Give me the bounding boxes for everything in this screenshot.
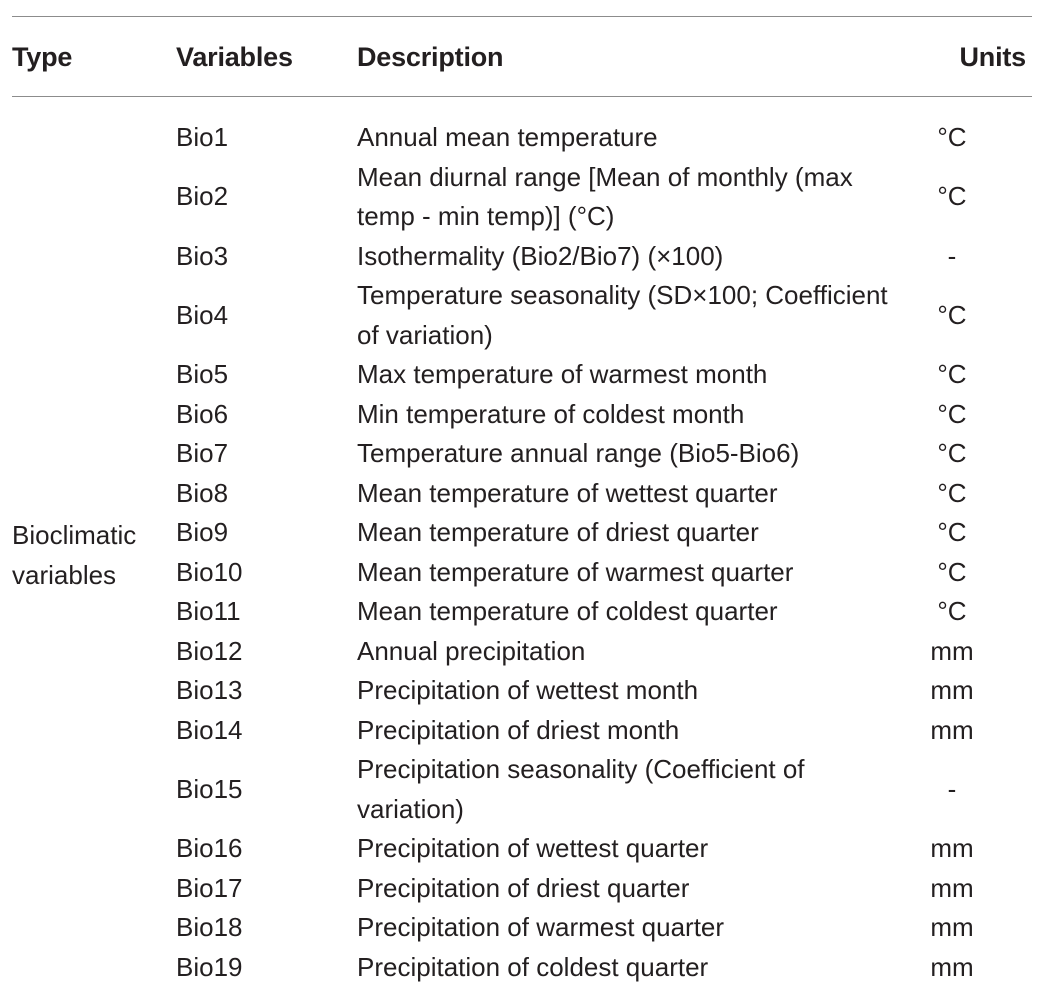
unit-cell: mm xyxy=(930,675,974,705)
unit-cell: °C xyxy=(937,517,967,547)
table-row xyxy=(0,711,1044,751)
description-cell: Precipitation of wettest month xyxy=(357,675,699,705)
unit-cell: mm xyxy=(930,714,974,745)
variable-cell: Bio10 xyxy=(176,556,243,587)
unit-cell: °C xyxy=(937,477,967,508)
variable-cell: Bio2 xyxy=(176,181,229,212)
description-cell: Precipitation of driest month xyxy=(357,714,680,745)
header-variables: Variables xyxy=(176,42,293,72)
variable-cell: Bio14 xyxy=(176,714,243,745)
description-cell: Temperature seasonality (SD×100; Coefficient of variation) xyxy=(357,280,888,350)
variable-cell: Bio8 xyxy=(176,477,229,508)
top-rule xyxy=(12,16,1032,17)
variable-cell: Bio6 xyxy=(176,398,229,429)
description-cell: Precipitation of coldest quarter xyxy=(357,951,709,982)
table-row xyxy=(0,829,1044,869)
description-cell: Precipitation of driest quarter xyxy=(357,872,690,903)
unit-cell: - xyxy=(947,240,957,271)
variable-cell: Bio16 xyxy=(176,833,243,863)
table-row xyxy=(0,395,1044,435)
variable-cell: Bio3 xyxy=(176,240,229,271)
header-type: Type xyxy=(12,42,73,72)
table-body xyxy=(0,118,1044,987)
table-row xyxy=(0,750,1044,829)
description-cell: Temperature annual range (Bio5-Bio6) xyxy=(357,438,800,468)
unit-cell: - xyxy=(947,773,957,804)
type-group-line-2: variables xyxy=(12,559,117,590)
header-units: Units xyxy=(959,42,1026,72)
description-cell: Mean temperature of warmest quarter xyxy=(357,556,794,587)
type-group-line-1: Bioclimatic xyxy=(12,520,137,550)
variable-cell: Bio5 xyxy=(176,359,229,389)
description-cell: Mean diurnal range [Mean of monthly (max temp - min temp)] (°C) xyxy=(357,161,853,231)
unit-cell: °C xyxy=(937,122,967,152)
variable-cell: Bio1 xyxy=(176,122,229,152)
unit-cell: °C xyxy=(937,438,967,468)
description-cell: Max temperature of warmest month xyxy=(357,359,768,389)
description-cell: Mean temperature of coldest quarter xyxy=(357,596,778,626)
table-row xyxy=(0,513,1044,553)
unit-cell: °C xyxy=(937,299,967,330)
unit-cell: mm xyxy=(930,872,974,903)
description-cell: Isothermality (Bio2/Bio7) (×100) xyxy=(357,240,724,271)
table-row xyxy=(0,632,1044,672)
table-row xyxy=(0,474,1044,514)
variable-cell: Bio11 xyxy=(176,596,241,626)
table-row xyxy=(0,237,1044,277)
table-row xyxy=(0,948,1044,988)
variable-cell: Bio12 xyxy=(176,635,243,666)
unit-cell: °C xyxy=(937,398,967,429)
variable-cell: Bio9 xyxy=(176,517,229,547)
table-row xyxy=(0,869,1044,909)
header-description: Description xyxy=(357,42,504,72)
variable-cell: Bio13 xyxy=(176,675,243,705)
table-row xyxy=(0,118,1044,158)
table-row xyxy=(0,276,1044,355)
unit-cell: °C xyxy=(937,181,967,212)
variable-cell: Bio15 xyxy=(176,773,243,804)
table-row xyxy=(0,434,1044,474)
unit-cell: mm xyxy=(930,635,974,666)
unit-cell: mm xyxy=(930,912,974,942)
description-cell: Precipitation of warmest quarter xyxy=(357,912,725,942)
unit-cell: °C xyxy=(937,556,967,587)
description-cell: Min temperature of coldest month xyxy=(357,398,745,429)
unit-cell: °C xyxy=(937,359,967,389)
table-row xyxy=(0,908,1044,948)
unit-cell: °C xyxy=(937,596,967,626)
variable-cell: Bio7 xyxy=(176,438,229,468)
description-cell: Mean temperature of wettest quarter xyxy=(357,477,778,508)
description-cell: Annual mean temperature xyxy=(357,122,658,152)
description-cell: Mean temperature of driest quarter xyxy=(357,517,759,547)
unit-cell: mm xyxy=(930,833,974,863)
table-row xyxy=(0,158,1044,237)
variable-cell: Bio17 xyxy=(176,872,243,903)
description-cell: Precipitation seasonality (Coefficient of variation) xyxy=(357,754,805,824)
header-rule xyxy=(12,96,1032,97)
table-row xyxy=(0,553,1044,593)
variable-cell: Bio19 xyxy=(176,951,243,982)
table-row xyxy=(0,355,1044,395)
description-cell: Annual precipitation xyxy=(357,635,586,666)
table-row xyxy=(0,592,1044,632)
unit-cell: mm xyxy=(930,951,974,982)
description-cell: Precipitation of wettest quarter xyxy=(357,833,709,863)
variable-cell: Bio4 xyxy=(176,299,229,330)
table-row xyxy=(0,671,1044,711)
variable-cell: Bio18 xyxy=(176,912,243,942)
